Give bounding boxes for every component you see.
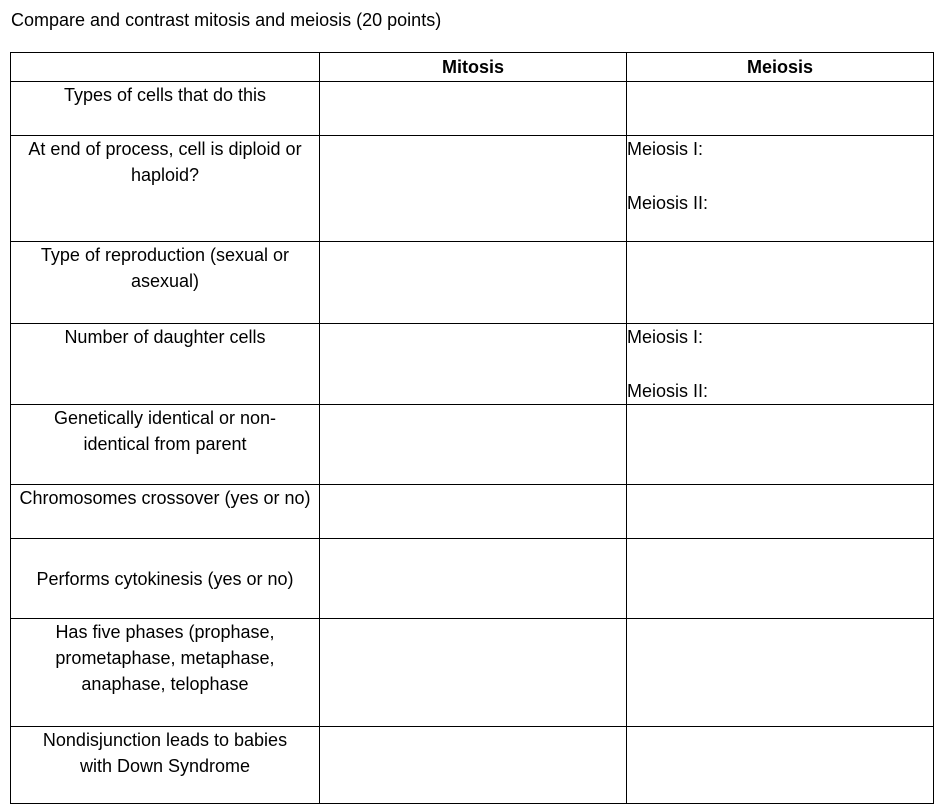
table-row <box>11 136 934 242</box>
table-row <box>11 242 934 324</box>
meiosis-1-label: Meiosis I: <box>627 139 704 159</box>
meiosis-1-label: Meiosis I: <box>627 327 704 347</box>
table-row <box>11 485 934 539</box>
table-row <box>11 405 934 485</box>
meiosis-answer-cell[interactable] <box>627 485 934 539</box>
meiosis-answer-cell[interactable] <box>627 539 934 619</box>
mitosis-answer-cell[interactable] <box>320 539 627 619</box>
meiosis-2-label: Meiosis II: <box>627 193 709 213</box>
row-label: Type of reproduction (sexual or asexual) <box>11 242 320 324</box>
table-row <box>11 727 934 804</box>
mitosis-answer-cell[interactable] <box>320 619 627 727</box>
table-row <box>11 324 934 405</box>
table-row <box>11 82 934 136</box>
row-label: Nondisjunction leads to babies with Down Syndrome <box>11 727 320 804</box>
meiosis-2-label: Meiosis II: <box>627 381 709 401</box>
mitosis-answer-cell[interactable] <box>320 242 627 324</box>
row-label: Number of daughter cells <box>11 324 320 405</box>
row-label: Genetically identical or non-identical from parent <box>11 405 320 485</box>
table-row <box>11 619 934 727</box>
meiosis-answer-cell[interactable] <box>627 619 934 727</box>
row-label: Types of cells that do this <box>11 82 320 136</box>
header-row <box>11 53 934 82</box>
worksheet-title: Compare and contrast mitosis and meiosis (20 points) <box>11 10 442 30</box>
table-row <box>11 539 934 619</box>
row-label: At end of process, cell is diploid or haploid? <box>11 136 320 242</box>
meiosis-answer-cell[interactable] <box>627 242 934 324</box>
row-label: Has five phases (prophase, prometaphase, metaphase, anaphase, telophase <box>11 619 320 727</box>
row-label: Performs cytokinesis (yes or no) <box>11 539 320 619</box>
header-blank <box>11 53 320 82</box>
row-label: Chromosomes crossover (yes or no) <box>11 485 320 539</box>
meiosis-answer-cell[interactable] <box>627 324 934 405</box>
mitosis-answer-cell[interactable] <box>320 136 627 242</box>
mitosis-answer-cell[interactable] <box>320 727 627 804</box>
mitosis-answer-cell[interactable] <box>320 485 627 539</box>
header-mitosis: Mitosis <box>320 53 627 82</box>
mitosis-answer-cell[interactable] <box>320 82 627 136</box>
meiosis-answer-cell[interactable] <box>627 727 934 804</box>
header-meiosis: Meiosis <box>627 53 934 82</box>
meiosis-answer-cell[interactable] <box>627 136 934 242</box>
comparison-table <box>10 52 934 804</box>
mitosis-answer-cell[interactable] <box>320 405 627 485</box>
meiosis-answer-cell[interactable] <box>627 82 934 136</box>
mitosis-answer-cell[interactable] <box>320 324 627 405</box>
meiosis-answer-cell[interactable] <box>627 405 934 485</box>
